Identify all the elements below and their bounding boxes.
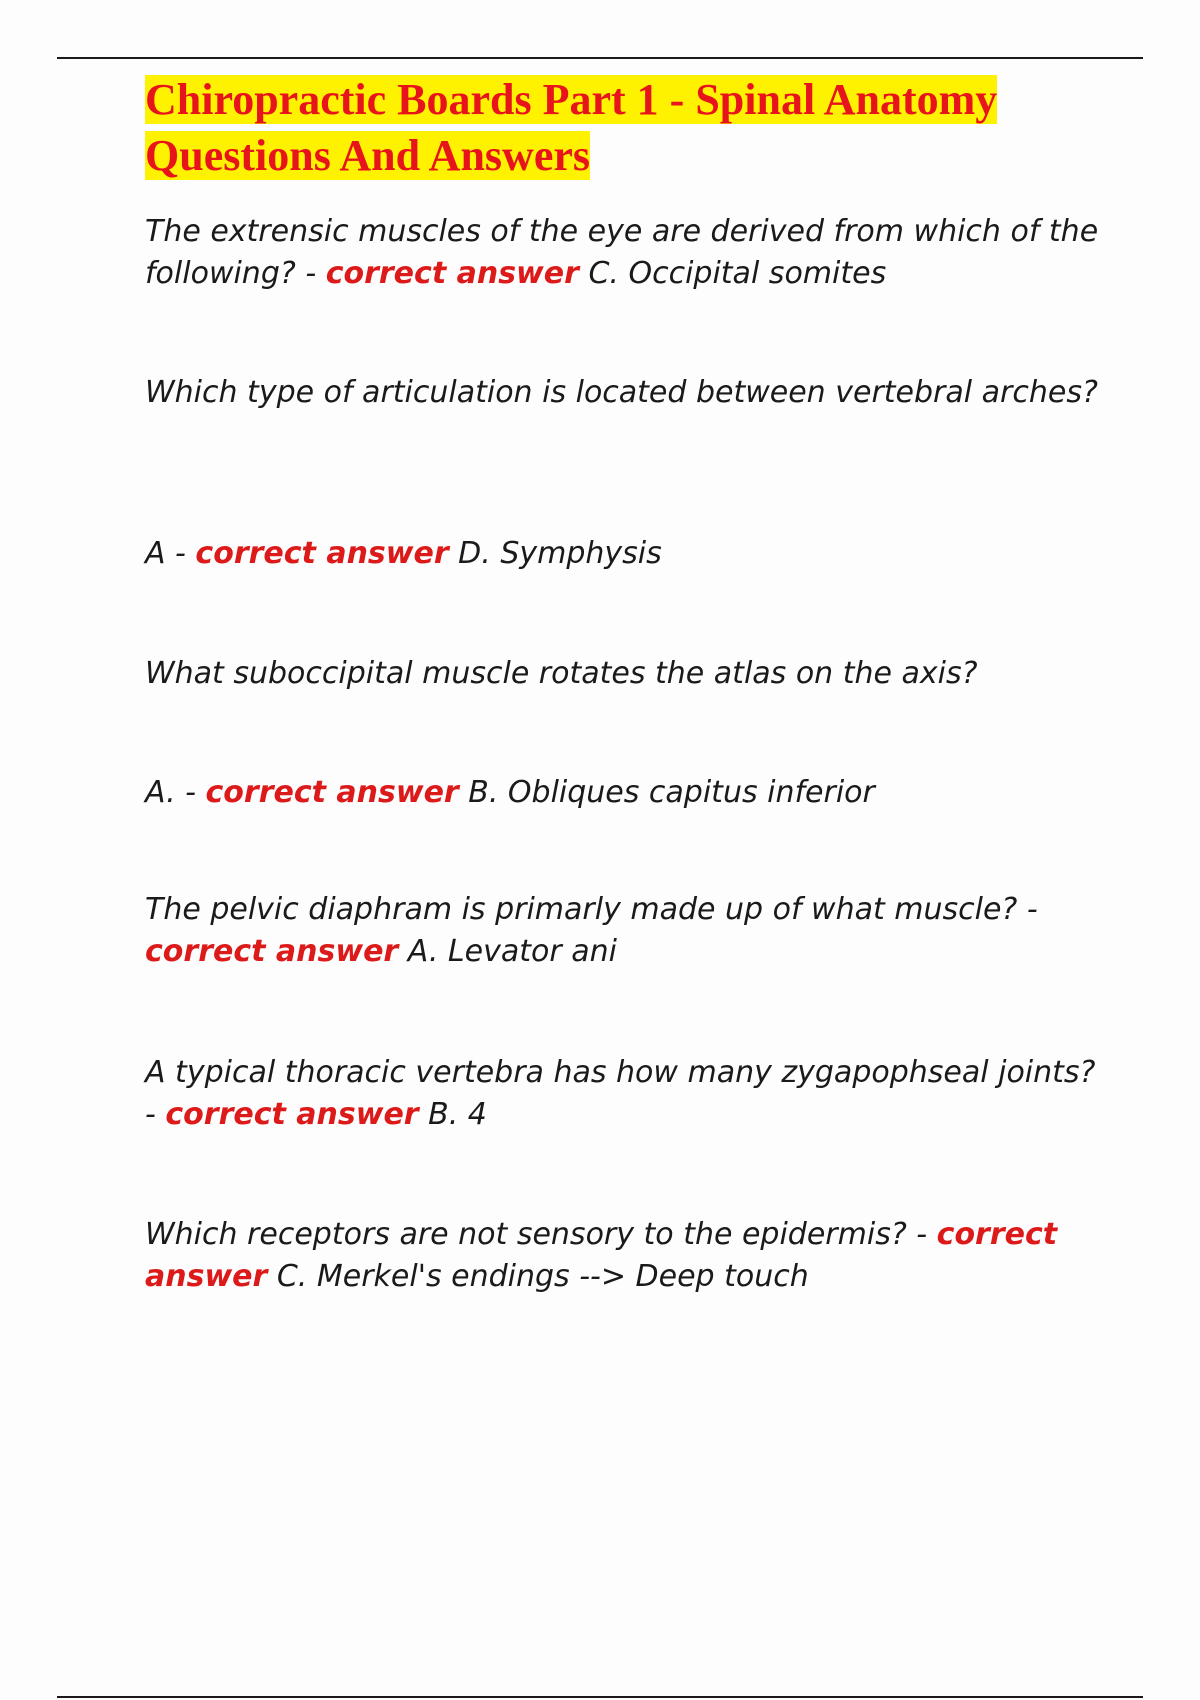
answer-label: correct answer	[165, 1097, 419, 1132]
answer-label: correct answer	[145, 934, 399, 969]
qa-item	[145, 1052, 1105, 1136]
document-title	[145, 72, 1105, 184]
header-rule	[57, 57, 1143, 59]
question-text: The pelvic diaphram is primarly made up of what muscle? -	[145, 892, 1038, 927]
question-text: Which type of articulation is located between vertebral arches?	[145, 375, 1098, 410]
question-text: What suboccipital muscle rotates the atlas on the axis?	[145, 656, 978, 691]
answer-label: correct answer	[195, 536, 449, 571]
question-text: Which receptors are not sensory to the epidermis? -	[145, 1217, 937, 1252]
question-text: A -	[145, 536, 196, 571]
answer-label: correct answer	[145, 1217, 1058, 1294]
document-title-text: Chiropractic Boards Part 1 - Spinal Anatomy Questions And Answers	[145, 75, 998, 180]
qa-item	[145, 653, 1105, 695]
qa-item	[145, 533, 1105, 575]
question-text: A typical thoracic vertebra has how many zygapophseal joints? -	[145, 1055, 1096, 1132]
footer-rule	[57, 1696, 1143, 1698]
answer-text: A. Levator ani	[398, 934, 617, 969]
question-text: A. -	[145, 775, 206, 810]
answer-label: correct answer	[325, 256, 579, 291]
answer-text: C. Merkel's endings --> Deep touch	[267, 1259, 809, 1294]
qa-item	[145, 889, 1105, 973]
question-text: The extrensic muscles of the eye are derived from which of the following? -	[145, 214, 1099, 291]
qa-item	[145, 772, 1105, 814]
answer-text: B. Obliques capitus inferior	[458, 775, 875, 810]
qa-item	[145, 211, 1105, 295]
answer-label: correct answer	[205, 775, 459, 810]
answer-text: D. Symphysis	[448, 536, 662, 571]
qa-item	[145, 372, 1105, 414]
answer-text: C. Occipital somites	[578, 256, 887, 291]
qa-item	[145, 1214, 1105, 1298]
answer-text: B. 4	[418, 1097, 487, 1132]
